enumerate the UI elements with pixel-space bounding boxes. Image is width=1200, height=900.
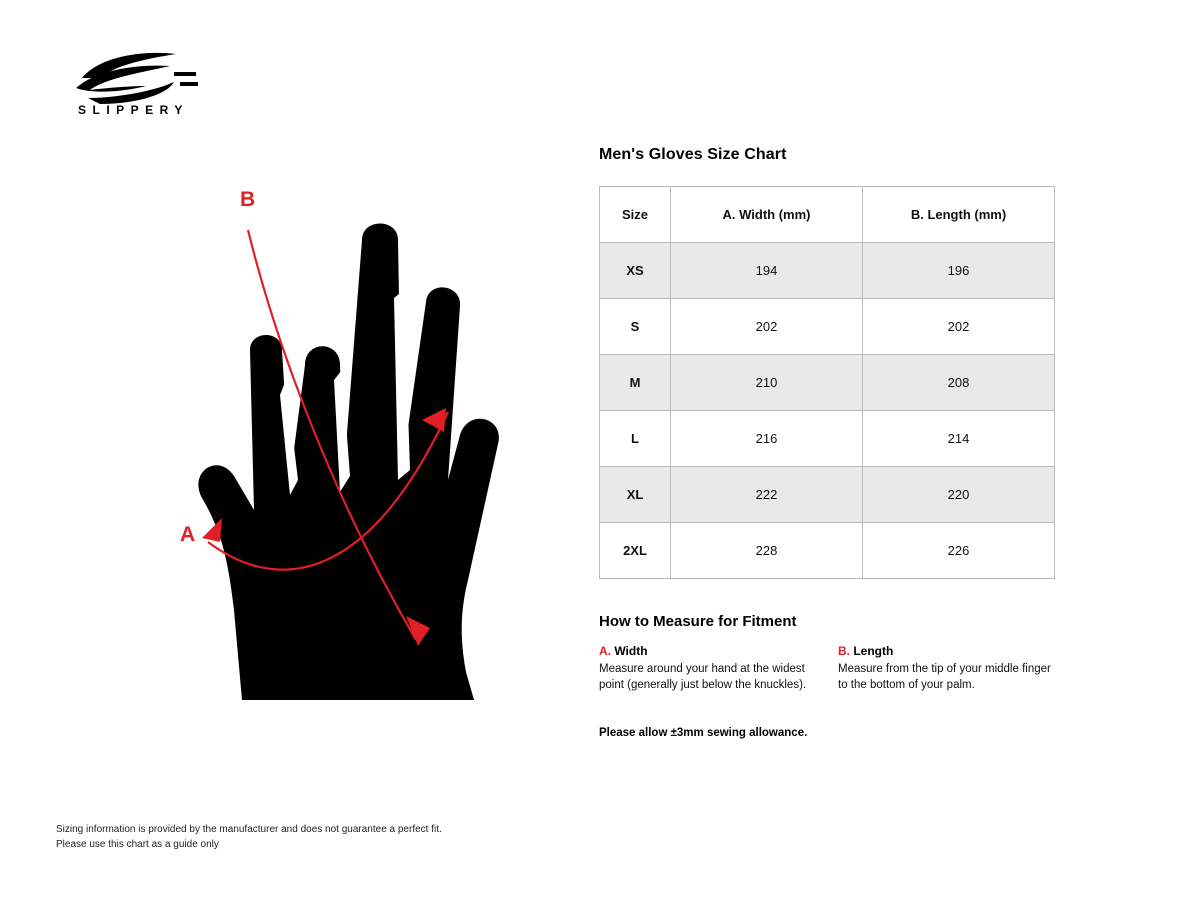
how-to-text-length: Measure from the tip of your middle finger to the bottom of your palm. xyxy=(838,663,1051,691)
column-header-length: B. Length (mm) xyxy=(863,187,1055,243)
cell-size: XL xyxy=(600,467,671,523)
cell-length: 196 xyxy=(863,243,1055,299)
how-to-letter-b: B. xyxy=(838,644,850,658)
cell-width: 194 xyxy=(671,243,863,299)
how-to-name-length: Length xyxy=(850,644,894,658)
footer-disclaimer xyxy=(56,823,442,852)
cell-length: 226 xyxy=(863,523,1055,579)
table-row xyxy=(600,243,1055,299)
cell-width: 228 xyxy=(671,523,863,579)
table-row xyxy=(600,523,1055,579)
brand-wordmark: SLIPPERY xyxy=(78,103,189,117)
table-row xyxy=(600,467,1055,523)
footer-line-1: Sizing information is provided by the manufacturer and does not guarantee a perfect fit. xyxy=(56,824,442,835)
cell-size: L xyxy=(600,411,671,467)
cell-length: 202 xyxy=(863,299,1055,355)
size-chart-table xyxy=(599,186,1055,579)
size-chart-panel xyxy=(599,146,1054,739)
how-to-letter-a: A. xyxy=(599,644,611,658)
dimension-label-b: B xyxy=(240,188,256,211)
page-title: Men's Gloves Size Chart xyxy=(599,146,787,163)
sewing-allowance-note: Please allow ±3mm sewing allowance. xyxy=(599,727,808,740)
cell-width: 210 xyxy=(671,355,863,411)
column-header-size: Size xyxy=(600,187,671,243)
cell-size: S xyxy=(600,299,671,355)
how-to-measure-grid xyxy=(599,644,1054,693)
cell-size: 2XL xyxy=(600,523,671,579)
cell-length: 214 xyxy=(863,411,1055,467)
cell-width: 216 xyxy=(671,411,863,467)
how-to-text-width: Measure around your hand at the widest point (generally just below the knuckles). xyxy=(599,663,807,691)
cell-size: XS xyxy=(600,243,671,299)
how-to-item-heading xyxy=(838,644,1053,658)
table-header-row xyxy=(600,187,1055,243)
cell-size: M xyxy=(600,355,671,411)
table-row xyxy=(600,355,1055,411)
column-header-width: A. Width (mm) xyxy=(671,187,863,243)
how-to-item-heading xyxy=(599,644,814,658)
dimension-label-a: A xyxy=(180,523,196,546)
glove-diagram xyxy=(130,180,590,720)
footer-line-2: Please use this chart as a guide only xyxy=(56,838,219,850)
how-to-name-width: Width xyxy=(611,644,648,658)
how-to-item-width xyxy=(599,644,814,693)
cell-length: 208 xyxy=(863,355,1055,411)
how-to-item-length xyxy=(838,644,1053,693)
table-row xyxy=(600,411,1055,467)
how-to-measure-title: How to Measure for Fitment xyxy=(599,613,797,630)
cell-width: 222 xyxy=(671,467,863,523)
cell-width: 202 xyxy=(671,299,863,355)
table-row xyxy=(600,299,1055,355)
cell-length: 220 xyxy=(863,467,1055,523)
glove-illustration-icon xyxy=(130,180,590,720)
